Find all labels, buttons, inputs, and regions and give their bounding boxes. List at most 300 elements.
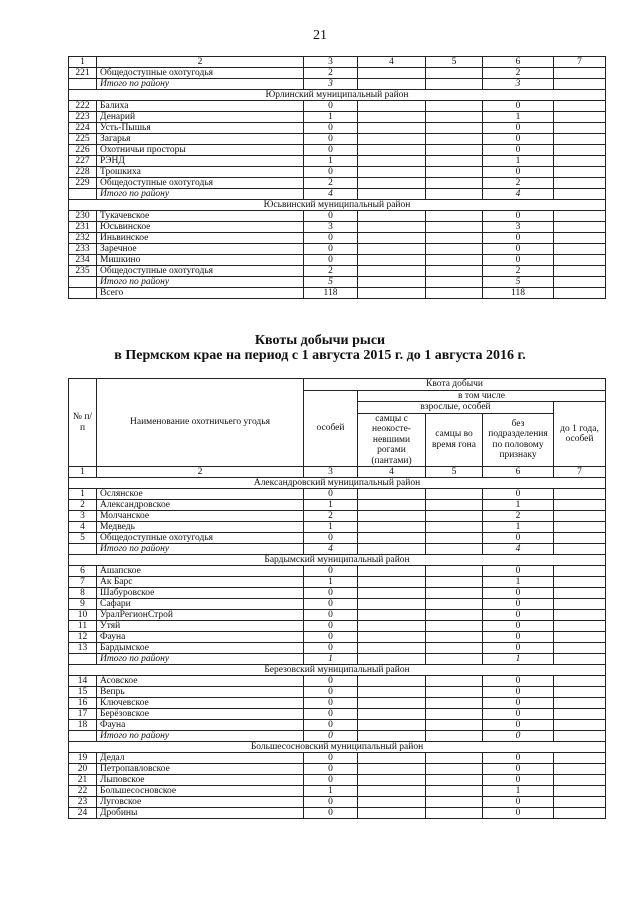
quota-total: 0	[304, 808, 358, 819]
quota-young	[554, 643, 606, 654]
quota-males	[358, 687, 426, 698]
district-name: Юсьвинский муниципальный район	[69, 200, 606, 211]
hunting-ground-name: Бардымское	[97, 643, 304, 654]
quota-no-sex: 2	[483, 178, 554, 189]
row-number: 9	[69, 599, 97, 610]
row-number: 230	[69, 211, 97, 222]
quota-males	[358, 79, 426, 90]
quota-total: 3	[304, 79, 358, 90]
quota-males	[358, 621, 426, 632]
quota-rut-males	[426, 489, 483, 500]
hunting-ground-name: Шабуровское	[97, 588, 304, 599]
quota-young	[554, 621, 606, 632]
column-number-row	[69, 57, 606, 68]
table-row	[69, 786, 606, 797]
district-row	[69, 90, 606, 101]
district-name: Бардымский муниципальный район	[69, 555, 606, 566]
quota-rut-males	[426, 720, 483, 731]
hunting-ground-name: Итого по району	[97, 277, 304, 288]
quota-rut-males	[426, 68, 483, 79]
header-quota: Квота добычи	[304, 379, 606, 391]
quota-rut-males	[426, 709, 483, 720]
quota-rut-males	[426, 277, 483, 288]
quota-total: 0	[304, 123, 358, 134]
row-number: 226	[69, 145, 97, 156]
quota-total: 0	[304, 632, 358, 643]
col-number: 4	[358, 57, 426, 68]
quota-rut-males	[426, 687, 483, 698]
quota-young	[554, 178, 606, 189]
hunting-ground-name: Денарий	[97, 112, 304, 123]
quota-no-sex: 0	[483, 145, 554, 156]
row-number: 7	[69, 577, 97, 588]
table-row	[69, 500, 606, 511]
quota-no-sex: 1	[483, 786, 554, 797]
row-number: 234	[69, 255, 97, 266]
header-num: № п/п	[69, 379, 97, 467]
quota-total: 0	[304, 233, 358, 244]
quota-young	[554, 189, 606, 200]
quota-young	[554, 599, 606, 610]
page-number: 21	[313, 28, 327, 43]
quota-young	[554, 797, 606, 808]
quota-no-sex: 0	[483, 621, 554, 632]
quota-males	[358, 189, 426, 200]
quota-total: 0	[304, 134, 358, 145]
row-number: 20	[69, 764, 97, 775]
quota-males	[358, 277, 426, 288]
quota-rut-males	[426, 167, 483, 178]
col-number: 3	[304, 57, 358, 68]
row-number: 13	[69, 643, 97, 654]
table-row	[69, 266, 606, 277]
quota-no-sex: 1	[483, 577, 554, 588]
row-number: 229	[69, 178, 97, 189]
row-number: 18	[69, 720, 97, 731]
quota-total: 0	[304, 676, 358, 687]
quota-young	[554, 588, 606, 599]
quota-young	[554, 79, 606, 90]
quota-no-sex: 0	[483, 775, 554, 786]
quota-males	[358, 167, 426, 178]
table-row	[69, 698, 606, 709]
quota-young	[554, 775, 606, 786]
row-number: 2	[69, 500, 97, 511]
table-row	[69, 489, 606, 500]
subtotal-row	[69, 277, 606, 288]
quota-young	[554, 222, 606, 233]
hunting-ground-name: Усть-Пышья	[97, 123, 304, 134]
table-row	[69, 255, 606, 266]
quota-young	[554, 687, 606, 698]
quota-rut-males	[426, 588, 483, 599]
quota-total: 0	[304, 101, 358, 112]
col-number: 1	[69, 57, 97, 68]
quota-rut-males	[426, 101, 483, 112]
quota-males	[358, 68, 426, 79]
quota-young	[554, 511, 606, 522]
quota-total: 0	[304, 211, 358, 222]
quota-total: 0	[304, 167, 358, 178]
col-number: 5	[426, 467, 483, 478]
quota-young	[554, 654, 606, 665]
quota-total: 0	[304, 709, 358, 720]
row-number: 16	[69, 698, 97, 709]
header-young: до 1 года, особей	[554, 402, 606, 467]
hunting-ground-name: Сафари	[97, 599, 304, 610]
quota-rut-males	[426, 266, 483, 277]
quota-no-sex: 3	[483, 222, 554, 233]
lynx-quota-table-continued	[68, 56, 606, 299]
quota-young	[554, 167, 606, 178]
quota-young	[554, 698, 606, 709]
col-number: 7	[554, 57, 606, 68]
quota-males	[358, 255, 426, 266]
row-number: 224	[69, 123, 97, 134]
quota-total: 0	[304, 244, 358, 255]
quota-rut-males	[426, 233, 483, 244]
quota-males	[358, 233, 426, 244]
quota-rut-males	[426, 178, 483, 189]
col-number: 6	[483, 467, 554, 478]
subtotal-row	[69, 544, 606, 555]
hunting-ground-name: Трошкиха	[97, 167, 304, 178]
quota-young	[554, 68, 606, 79]
table-row	[69, 687, 606, 698]
quota-young	[554, 500, 606, 511]
quota-rut-males	[426, 643, 483, 654]
subtotal-row	[69, 654, 606, 665]
quota-males	[358, 101, 426, 112]
quota-rut-males	[426, 797, 483, 808]
quota-young	[554, 533, 606, 544]
quota-rut-males	[426, 676, 483, 687]
quota-no-sex: 1	[483, 522, 554, 533]
quota-young	[554, 720, 606, 731]
table-row	[69, 599, 606, 610]
table-row	[69, 211, 606, 222]
hunting-ground-name: РЭНД	[97, 156, 304, 167]
quota-males	[358, 764, 426, 775]
hunting-ground-name: Ослянское	[97, 489, 304, 500]
quota-no-sex: 0	[483, 566, 554, 577]
quota-males	[358, 112, 426, 123]
quota-young	[554, 676, 606, 687]
quota-young	[554, 123, 606, 134]
quota-no-sex: 118	[483, 288, 554, 299]
district-name: Александровский муниципальный район	[69, 478, 606, 489]
hunting-ground-name: Лыповское	[97, 775, 304, 786]
district-name: Большесосновский муниципальный район	[69, 742, 606, 753]
row-number: 14	[69, 676, 97, 687]
quota-males	[358, 145, 426, 156]
row-number	[69, 189, 97, 200]
quota-total: 0	[304, 145, 358, 156]
quota-total: 2	[304, 266, 358, 277]
table-row	[69, 178, 606, 189]
row-number: 228	[69, 167, 97, 178]
table-row	[69, 621, 606, 632]
quota-males	[358, 753, 426, 764]
row-number	[69, 654, 97, 665]
quota-no-sex: 0	[483, 808, 554, 819]
quota-no-sex: 0	[483, 687, 554, 698]
quota-young	[554, 145, 606, 156]
quota-males	[358, 808, 426, 819]
quota-young	[554, 112, 606, 123]
quota-young	[554, 577, 606, 588]
row-number: 23	[69, 797, 97, 808]
header-adults: взрослые, особей	[358, 402, 554, 414]
quota-young	[554, 764, 606, 775]
table-row	[69, 522, 606, 533]
row-number: 22	[69, 786, 97, 797]
quota-no-sex: 0	[483, 720, 554, 731]
quota-males	[358, 266, 426, 277]
hunting-ground-name: Фауна	[97, 632, 304, 643]
quota-rut-males	[426, 544, 483, 555]
quota-rut-males	[426, 566, 483, 577]
quota-rut-males	[426, 621, 483, 632]
quota-no-sex: 2	[483, 511, 554, 522]
hunting-ground-name: Итого по району	[97, 544, 304, 555]
quota-young	[554, 266, 606, 277]
quota-no-sex: 0	[483, 643, 554, 654]
quota-total: 0	[304, 610, 358, 621]
hunting-ground-name: Итого по району	[97, 189, 304, 200]
quota-no-sex: 5	[483, 277, 554, 288]
quota-rut-males	[426, 79, 483, 90]
quota-young	[554, 709, 606, 720]
table-row	[69, 753, 606, 764]
quota-total: 1	[304, 522, 358, 533]
quota-males	[358, 123, 426, 134]
quota-no-sex: 4	[483, 189, 554, 200]
quota-young	[554, 244, 606, 255]
quota-total: 1	[304, 500, 358, 511]
quota-rut-males	[426, 145, 483, 156]
row-number: 21	[69, 775, 97, 786]
quota-total: 1	[304, 786, 358, 797]
grand-total-row	[69, 288, 606, 299]
table-row	[69, 577, 606, 588]
hunting-ground-name: Охотничьи просторы	[97, 145, 304, 156]
quota-total: 1	[304, 156, 358, 167]
col-number: 4	[358, 467, 426, 478]
row-number: 5	[69, 533, 97, 544]
table-row	[69, 632, 606, 643]
quota-total: 1	[304, 577, 358, 588]
quota-young	[554, 731, 606, 742]
quota-rut-males	[426, 753, 483, 764]
quota-no-sex: 0	[483, 599, 554, 610]
quota-rut-males	[426, 244, 483, 255]
row-number	[69, 277, 97, 288]
quota-young	[554, 632, 606, 643]
quota-rut-males	[426, 511, 483, 522]
quota-total: 118	[304, 288, 358, 299]
quota-males	[358, 610, 426, 621]
table-row	[69, 233, 606, 244]
district-row	[69, 200, 606, 211]
quota-total: 1	[304, 654, 358, 665]
quota-males	[358, 566, 426, 577]
quota-no-sex: 1	[483, 112, 554, 123]
hunting-ground-name: Итого по району	[97, 731, 304, 742]
row-number: 227	[69, 156, 97, 167]
quota-rut-males	[426, 731, 483, 742]
row-number: 19	[69, 753, 97, 764]
table-row	[69, 720, 606, 731]
hunting-ground-name: Тукачевское	[97, 211, 304, 222]
row-number: 24	[69, 808, 97, 819]
row-number: 223	[69, 112, 97, 123]
quota-males	[358, 134, 426, 145]
hunting-ground-name: Ашапское	[97, 566, 304, 577]
quota-no-sex: 0	[483, 764, 554, 775]
header-males: самцы с неокосте-невшими рогами (пантами)	[358, 413, 426, 467]
row-number: 1	[69, 489, 97, 500]
quota-total: 0	[304, 687, 358, 698]
quota-total: 0	[304, 533, 358, 544]
quota-young	[554, 255, 606, 266]
quota-males	[358, 222, 426, 233]
quota-total: 0	[304, 566, 358, 577]
header-name: Наименование охотничьего угодья	[97, 379, 304, 467]
quota-rut-males	[426, 698, 483, 709]
col-number: 2	[97, 467, 304, 478]
district-name: Юрлинский муниципальный район	[69, 90, 606, 101]
quota-rut-males	[426, 500, 483, 511]
quota-young	[554, 808, 606, 819]
row-number: 4	[69, 522, 97, 533]
table-row	[69, 643, 606, 654]
quota-total: 0	[304, 720, 358, 731]
quota-rut-males	[426, 786, 483, 797]
table-row	[69, 533, 606, 544]
hunting-ground-name: Петропавловское	[97, 764, 304, 775]
quota-young	[554, 753, 606, 764]
quota-no-sex: 0	[483, 123, 554, 134]
quota-no-sex: 1	[483, 654, 554, 665]
quota-males	[358, 731, 426, 742]
row-number: 17	[69, 709, 97, 720]
row-number: 11	[69, 621, 97, 632]
hunting-ground-name: Ключевское	[97, 698, 304, 709]
quota-young	[554, 544, 606, 555]
quota-total: 0	[304, 588, 358, 599]
quota-no-sex: 0	[483, 255, 554, 266]
quota-males	[358, 775, 426, 786]
hunting-ground-name: Луговское	[97, 797, 304, 808]
row-number: 221	[69, 68, 97, 79]
hunting-ground-name: Ак Барс	[97, 577, 304, 588]
hunting-ground-name: УралРегионСтрой	[97, 610, 304, 621]
row-number: 231	[69, 222, 97, 233]
row-number: 222	[69, 101, 97, 112]
quota-no-sex: 3	[483, 79, 554, 90]
quota-no-sex: 0	[483, 167, 554, 178]
column-number-row	[69, 467, 606, 478]
table-row	[69, 167, 606, 178]
quota-total: 4	[304, 544, 358, 555]
row-number: 8	[69, 588, 97, 599]
hunting-ground-name: Вепрь	[97, 687, 304, 698]
quota-young	[554, 101, 606, 112]
quota-no-sex: 2	[483, 266, 554, 277]
hunting-ground-name: Медведь	[97, 522, 304, 533]
quota-males	[358, 643, 426, 654]
table-row	[69, 511, 606, 522]
quota-rut-males	[426, 211, 483, 222]
row-number: 12	[69, 632, 97, 643]
quota-no-sex: 0	[483, 753, 554, 764]
quota-rut-males	[426, 123, 483, 134]
hunting-ground-name: Мишкино	[97, 255, 304, 266]
hunting-ground-name: Балиха	[97, 101, 304, 112]
quota-males	[358, 156, 426, 167]
row-number: 235	[69, 266, 97, 277]
table-row	[69, 222, 606, 233]
quota-total: 0	[304, 621, 358, 632]
quota-total: 0	[304, 753, 358, 764]
district-row	[69, 555, 606, 566]
section-title: Квоты добычи рыси	[254, 333, 386, 348]
row-number	[69, 79, 97, 90]
row-number: 225	[69, 134, 97, 145]
row-number	[69, 544, 97, 555]
hunting-ground-name: Общедоступные охотугодья	[97, 68, 304, 79]
quota-total: 0	[304, 255, 358, 266]
quota-total: 1	[304, 112, 358, 123]
quota-no-sex: 0	[483, 709, 554, 720]
quota-rut-males	[426, 222, 483, 233]
quota-no-sex: 0	[483, 489, 554, 500]
district-row	[69, 742, 606, 753]
quota-no-sex: 2	[483, 68, 554, 79]
quota-males	[358, 522, 426, 533]
col-number: 6	[483, 57, 554, 68]
quota-no-sex: 0	[483, 698, 554, 709]
quota-males	[358, 786, 426, 797]
hunting-ground-name: Юсьвинское	[97, 222, 304, 233]
quota-males	[358, 654, 426, 665]
quota-rut-males	[426, 156, 483, 167]
quota-rut-males	[426, 255, 483, 266]
row-number: 232	[69, 233, 97, 244]
quota-rut-males	[426, 775, 483, 786]
quota-no-sex: 0	[483, 233, 554, 244]
table-row	[69, 775, 606, 786]
lynx-quota-table	[68, 378, 606, 819]
table-row	[69, 112, 606, 123]
district-row	[69, 478, 606, 489]
quota-males	[358, 577, 426, 588]
quota-males	[358, 588, 426, 599]
quota-total: 0	[304, 764, 358, 775]
header-including: в том числе	[358, 390, 606, 402]
quota-males	[358, 632, 426, 643]
quota-young	[554, 233, 606, 244]
quota-no-sex: 4	[483, 544, 554, 555]
quota-rut-males	[426, 654, 483, 665]
quota-rut-males	[426, 808, 483, 819]
quota-young	[554, 156, 606, 167]
quota-total: 0	[304, 698, 358, 709]
hunting-ground-name: Александровское	[97, 500, 304, 511]
table-row	[69, 808, 606, 819]
quota-rut-males	[426, 112, 483, 123]
